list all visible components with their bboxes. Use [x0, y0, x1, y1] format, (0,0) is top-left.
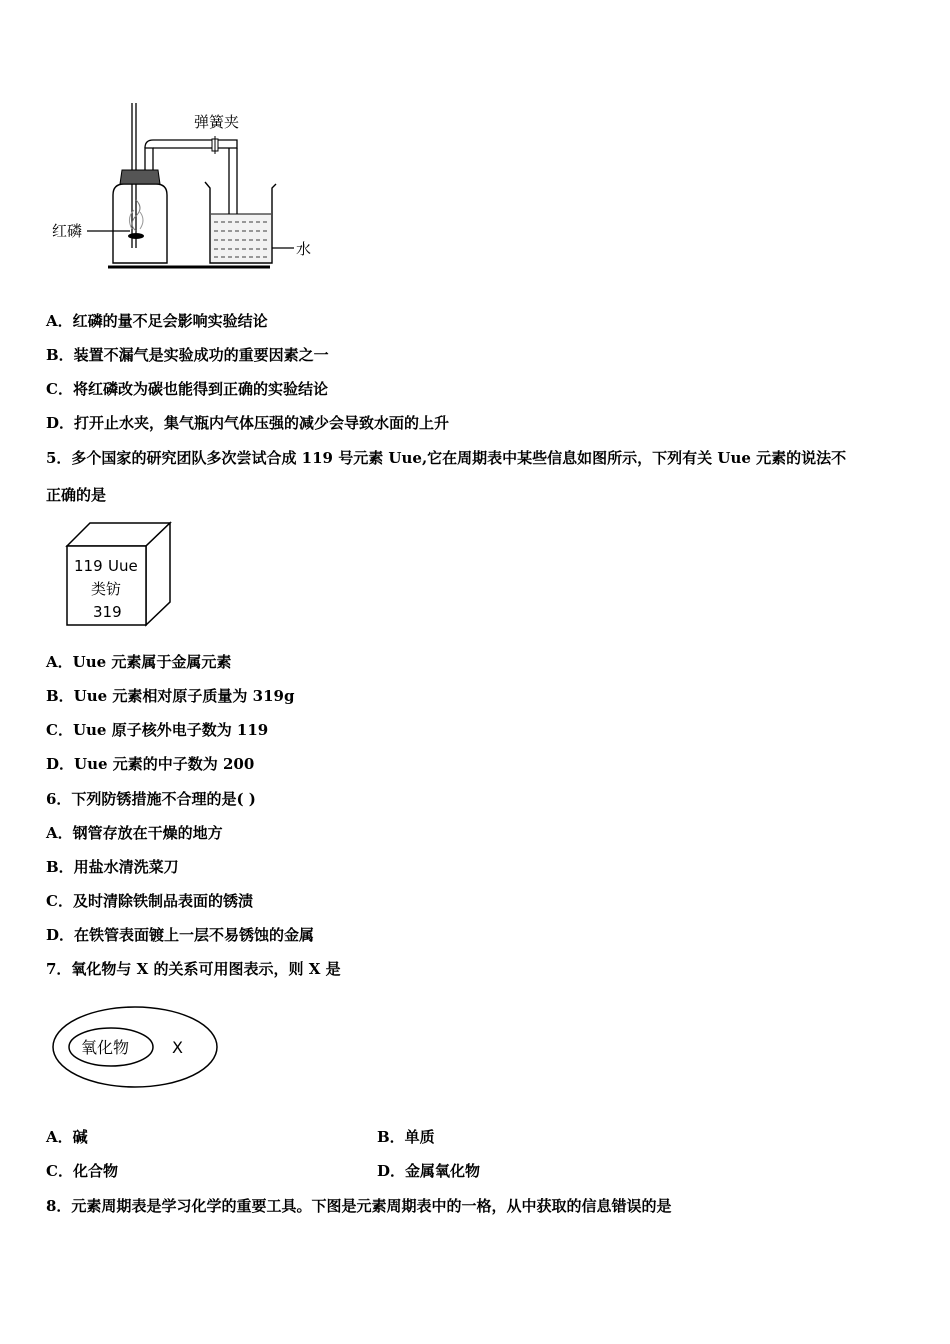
- q5-option-c: C．Uue 原子核外电子数为 119: [46, 721, 269, 739]
- q8-stem: 8．元素周期表是学习化学的重要工具。下图是元素周期表中的一格，从中获取的信息错误的是: [46, 1197, 672, 1215]
- q4-option-a: A．红磷的量不足会影响实验结论: [46, 312, 268, 330]
- q7-option-b: B．单质: [377, 1128, 435, 1146]
- q6-option-c: C．及时清除铁制品表面的锈渍: [46, 892, 253, 910]
- clip-label: 弹簧夹: [194, 113, 240, 131]
- q4-option-b: B．装置不漏气是实验成功的重要因素之一: [46, 346, 329, 364]
- q6-option-a: A．钢管存放在干燥的地方: [46, 824, 223, 842]
- q5-option-b: B．Uue 元素相对原子质量为 319g: [46, 687, 295, 705]
- q4-option-c: C．将红磷改为碳也能得到正确的实验结论: [46, 380, 328, 398]
- element-mass: 319: [93, 603, 122, 621]
- venn-inner-label: 氧化物: [81, 1038, 130, 1057]
- q5-stem-line1: 5．多个国家的研究团队多次尝试合成 119 号元素 Uue,它在周期表中某些信息如图所示，下列有关 Uue 元素的说法不: [46, 449, 847, 467]
- phosphorus-label: 红磷: [52, 222, 83, 240]
- q5-stem-line2: 正确的是: [46, 486, 107, 504]
- q6-option-d: D．在铁管表面镀上一层不易锈蚀的金属: [46, 926, 315, 944]
- venn-figure: [50, 1005, 222, 1091]
- q5-option-a: A．Uue 元素属于金属元素: [46, 653, 232, 671]
- q7-stem: 7．氧化物与 X 的关系可用图表示，则 X 是: [46, 960, 341, 978]
- q5-option-d: D．Uue 元素的中子数为 200: [46, 755, 255, 773]
- apparatus-figure: [50, 100, 330, 275]
- q7-option-c: C．化合物: [46, 1162, 118, 1180]
- q7-option-d: D．金属氧化物: [377, 1162, 481, 1180]
- water-label: 水: [296, 240, 312, 258]
- venn-outer-label: X: [172, 1038, 183, 1057]
- q4-option-d: D．打开止水夹，集气瓶内气体压强的减少会导致水面的上升: [46, 414, 450, 432]
- q7-option-a: A．碱: [46, 1128, 88, 1146]
- element-cell-figure: [64, 520, 174, 628]
- element-symbol: Uue: [108, 557, 138, 575]
- element-name: 类钫: [91, 580, 122, 598]
- q6-option-b: B．用盐水清洗菜刀: [46, 858, 179, 876]
- element-number: 119: [74, 557, 103, 575]
- q6-stem: 6．下列防锈措施不合理的是( ): [46, 790, 256, 808]
